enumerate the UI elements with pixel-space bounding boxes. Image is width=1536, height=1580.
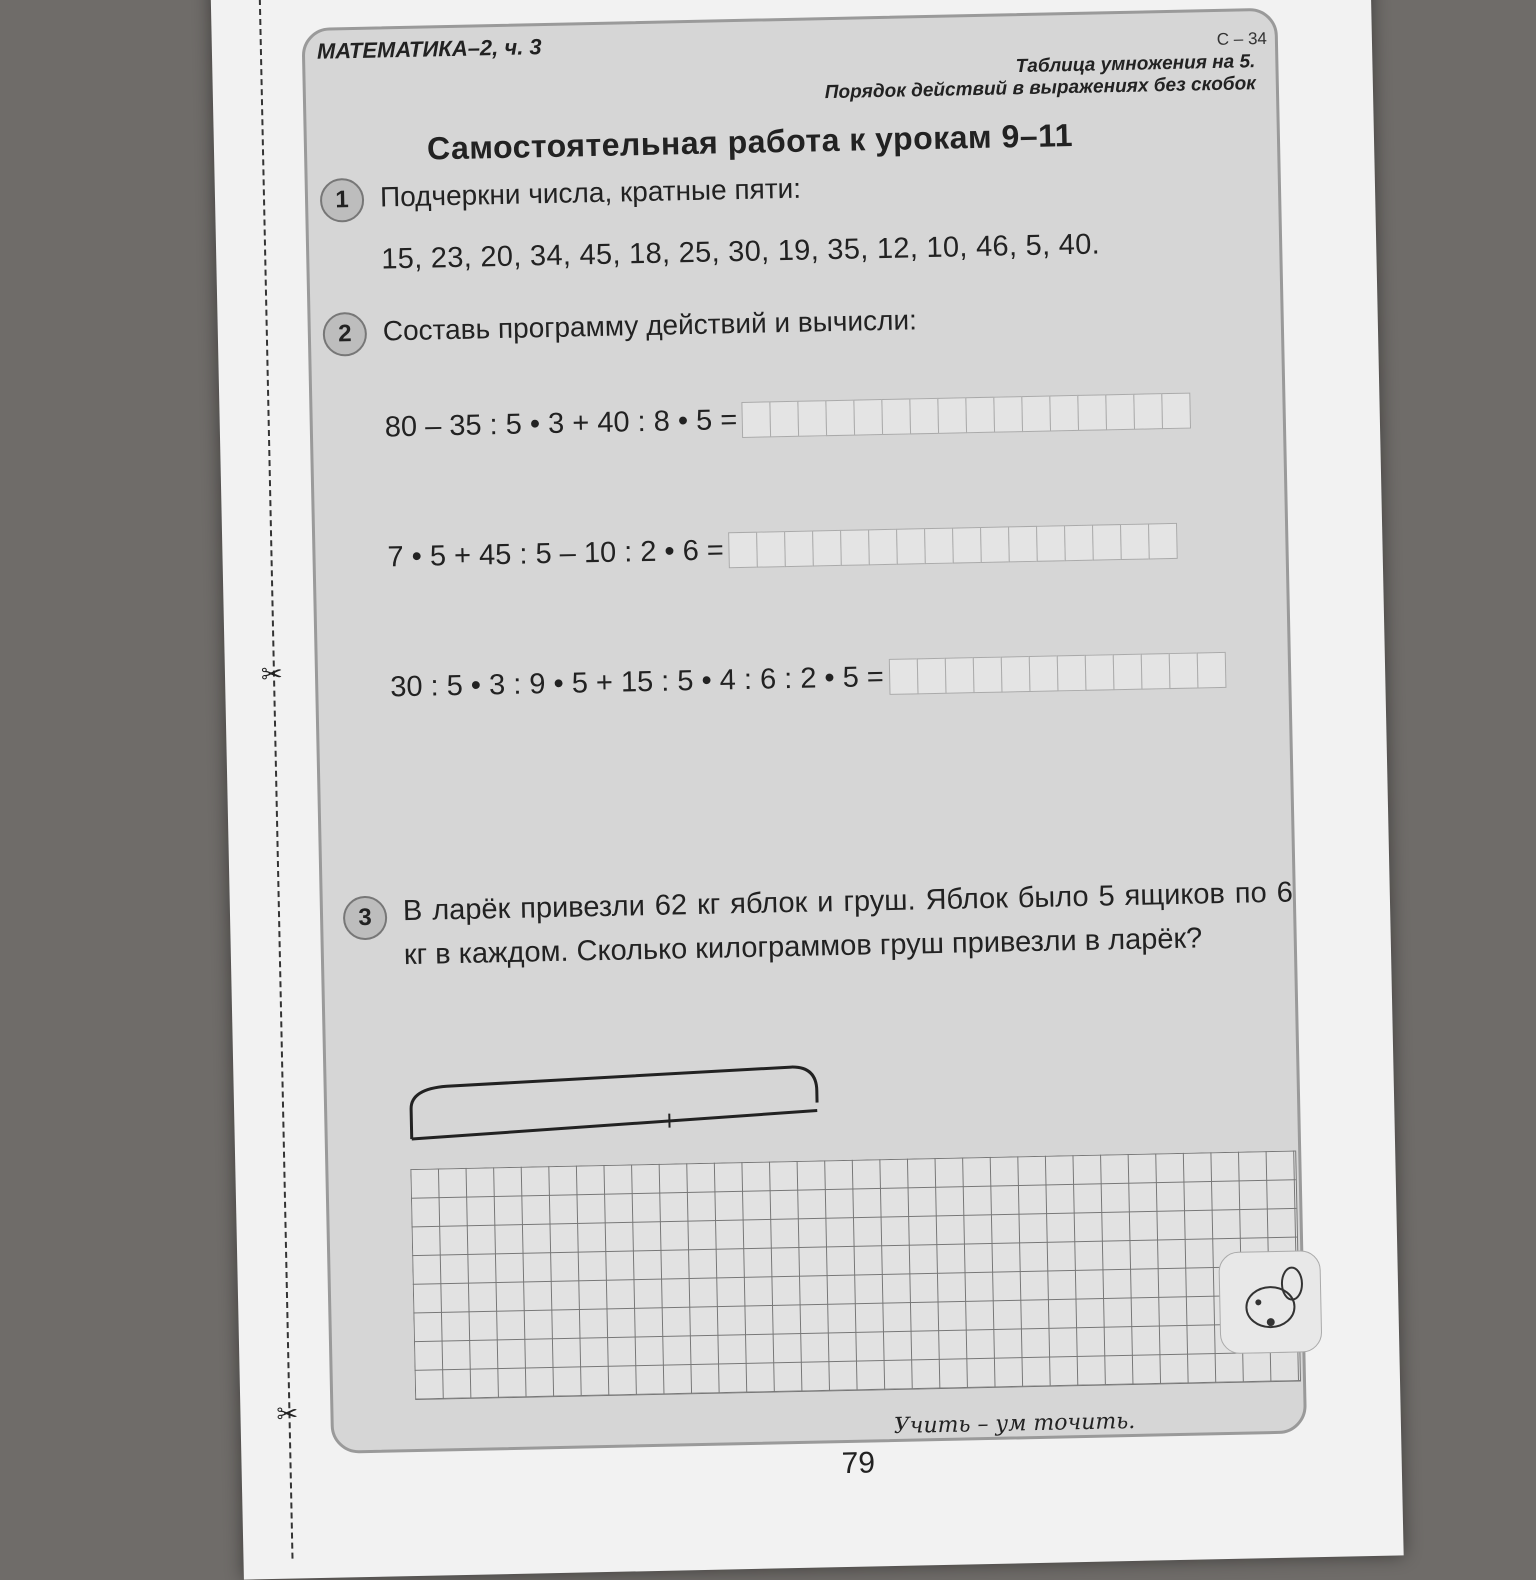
task-1-instruction: Подчеркни числа, кратные пяти: (380, 173, 802, 214)
expression-text: 30 : 5 • 3 : 9 • 5 + 15 : 5 • 4 : 6 : 2 • 5 = (390, 661, 884, 704)
answer-grid[interactable] (410, 1151, 1301, 1401)
topic-line-2: Порядок действий в выражениях без скобок (825, 73, 1256, 104)
expression-row (384, 393, 1191, 446)
answer-cells[interactable] (889, 652, 1226, 695)
task-number-badge: 1 (320, 178, 365, 223)
scissors-icon: ✂ (276, 1398, 298, 1429)
expression-row (387, 523, 1178, 576)
page-number: 79 (841, 1446, 875, 1481)
page-title: Самостоятельная работа к урокам 9–11 (427, 117, 1074, 168)
work-code: С – 34 (1217, 29, 1268, 50)
topic-heading (824, 51, 1256, 104)
worksheet-page (210, 0, 1404, 1580)
dog-icon (1219, 1251, 1321, 1353)
book-title: МАТЕМАТИКА–2, ч. 3 (317, 34, 542, 65)
worksheet-frame (301, 8, 1307, 1454)
diagram-segment (406, 1050, 828, 1149)
brace-arc (410, 1067, 817, 1139)
answer-cells[interactable] (729, 523, 1178, 568)
cut-line (259, 0, 294, 1559)
mascot-image (1218, 1250, 1322, 1354)
topic-line-1: Таблица умножения на 5. (824, 51, 1255, 82)
motto: Учить – ум точить. (894, 1409, 1136, 1439)
expression-row (390, 652, 1226, 705)
task-3-problem: В ларёк привезли 62 кг яблок и груш. Яблок было 5 ящиков по 6 кг в каждом. Сколько килограммов груш привезли в ларёк? (403, 871, 1295, 978)
task-number-badge: 2 (322, 312, 367, 357)
expression-text: 7 • 5 + 45 : 5 – 10 : 2 • 6 = (387, 534, 724, 574)
segment-line (411, 1111, 817, 1139)
scissors-icon: ✂ (261, 659, 283, 690)
task-2-instruction: Составь программу действий и вычисли: (382, 304, 917, 347)
expression-text: 80 – 35 : 5 • 3 + 40 : 8 • 5 = (384, 404, 737, 444)
answer-cells[interactable] (743, 393, 1192, 438)
task-number-badge: 3 (343, 896, 388, 941)
task-1-numbers: 15, 23, 20, 34, 45, 18, 25, 30, 19, 35, 12, 10, 46, 5, 40. (381, 228, 1100, 276)
